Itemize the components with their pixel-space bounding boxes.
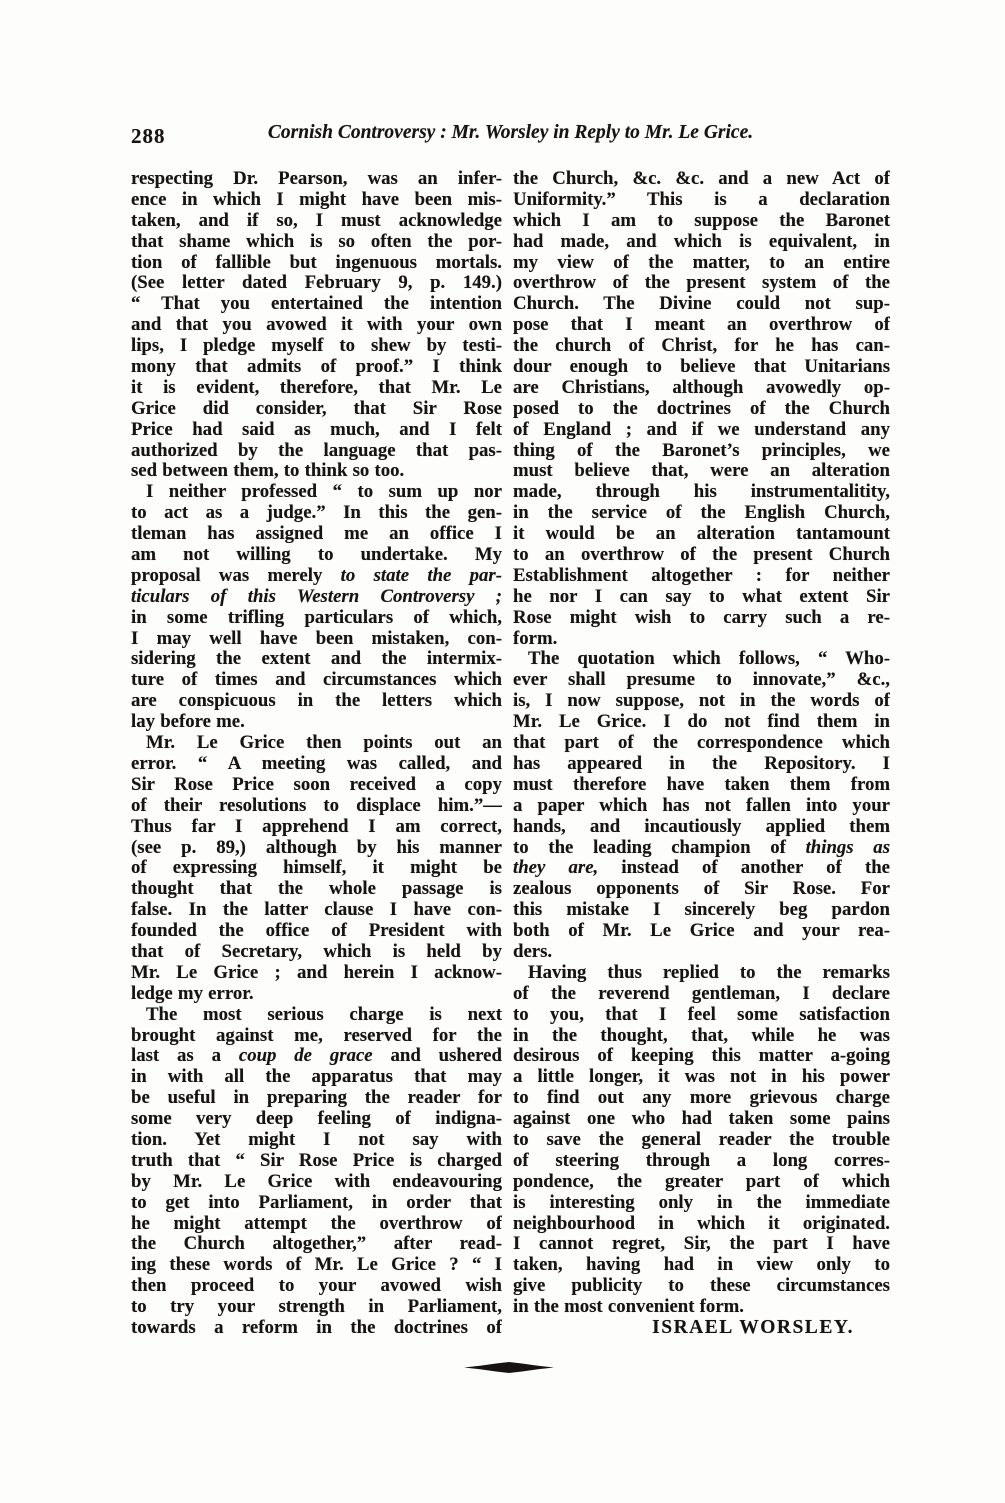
text-line: tion. Yet might I not say with bbox=[131, 1129, 502, 1150]
text-line: Mr. Le Grice then points out an bbox=[146, 733, 502, 754]
text-line: are Christians, although avowedly op- bbox=[513, 377, 890, 398]
text-line: Mr. Le Grice ; and herein I acknow- bbox=[131, 962, 502, 983]
text-line: Sir Rose Price soon received a copy bbox=[131, 774, 502, 795]
text-line: thing of the Baronet’s principles, we bbox=[513, 440, 890, 461]
text-line: this mistake I sincerely beg pardon bbox=[513, 900, 890, 921]
text-line: taken, having had in view only to bbox=[513, 1255, 890, 1276]
text-line: authorized by the language that pas- bbox=[131, 440, 502, 461]
text-line: tleman has assigned me an office I bbox=[131, 524, 502, 545]
text-line: to try your strength in Parliament, bbox=[131, 1297, 502, 1318]
text-line: Rose might wish to carry such a re- bbox=[513, 607, 890, 628]
text-line: Mr. Le Grice. I do not find them in bbox=[513, 712, 890, 733]
text-line: Establishment altogether : for neither bbox=[513, 565, 890, 586]
text-line: of England ; and if we understand any bbox=[513, 419, 890, 440]
page-header bbox=[131, 122, 890, 150]
text-line: in with all the apparatus that may bbox=[131, 1067, 502, 1088]
text-line: Price had said as much, and I felt bbox=[131, 419, 502, 440]
text-line: it would be an alteration tantamount bbox=[513, 524, 890, 545]
text-line: the Church, &c. &c. and a new Act of bbox=[513, 169, 890, 189]
text-line: to find out any more grievous charge bbox=[513, 1088, 890, 1109]
text-line: lips, I pledge myself to shew by testi- bbox=[131, 336, 502, 357]
text-line: they are, instead of another of the bbox=[513, 858, 890, 879]
text-line: in the thought, that, while he was bbox=[513, 1025, 890, 1046]
text-line: ing these words of Mr. Le Grice ? “ I bbox=[131, 1255, 502, 1276]
text-line: truth that “ Sir Rose Price is charged bbox=[131, 1150, 502, 1171]
text-line: pondence, the greater part of which bbox=[513, 1171, 890, 1192]
text-line: (See letter dated February 9, p. 149.) bbox=[131, 273, 502, 294]
text-line: mony that admits of proof.” I think bbox=[131, 357, 502, 378]
text-line: taken, and if so, I must acknowledge bbox=[131, 210, 502, 231]
text-line: last as a coup de grace and ushered bbox=[131, 1046, 502, 1067]
text-line: some very deep feeling of indigna- bbox=[131, 1109, 502, 1130]
text-line: Having thus replied to the remarks bbox=[528, 962, 890, 983]
text-line: towards a reform in the doctrines of bbox=[131, 1317, 502, 1338]
text-line: of the reverend gentleman, I declare bbox=[513, 983, 890, 1004]
text-line: in the most convenient form. bbox=[513, 1297, 744, 1318]
text-line: of steering through a long corres- bbox=[513, 1150, 890, 1171]
text-line: he nor I can say to what extent Sir bbox=[513, 586, 890, 607]
text-line: made, through his instrumentalitity, bbox=[513, 482, 890, 503]
text-line: error. “ A meeting was called, and bbox=[131, 753, 502, 774]
text-line: sed between them, to think so too. bbox=[131, 461, 405, 482]
text-line: to you, that I feel some satisfaction bbox=[513, 1004, 890, 1025]
text-line: I cannot regret, Sir, the part I have bbox=[513, 1234, 890, 1255]
text-line: must believe that, were an alteration bbox=[513, 461, 890, 482]
text-line: are conspicuous in the letters which bbox=[131, 691, 502, 712]
text-line: desirous of keeping this matter a-going bbox=[513, 1046, 890, 1067]
text-line: in the service of the English Church, bbox=[513, 503, 890, 524]
text-line: the church of Christ, for he has can- bbox=[513, 336, 890, 357]
text-line: (see p. 89,) although by his manner bbox=[131, 837, 502, 858]
text-line: of expressing himself, it might be bbox=[131, 858, 502, 879]
text-line: sidering the extent and the intermix- bbox=[131, 649, 502, 670]
text-line: of their resolutions to displace him.”— bbox=[131, 795, 502, 816]
text-line: in some trifling particulars of which, bbox=[131, 607, 502, 628]
text-line: ledge my error. bbox=[131, 983, 254, 1004]
text-line: hands, and incautiously applied them bbox=[513, 816, 890, 837]
text-line: against one who had taken some pains bbox=[513, 1109, 890, 1130]
text-line: neighbourhood in which it originated. bbox=[513, 1213, 890, 1234]
text-line: The most serious charge is next bbox=[146, 1004, 502, 1025]
text-line: then proceed to your avowed wish bbox=[131, 1276, 502, 1297]
text-line: founded the office of President with bbox=[131, 921, 502, 942]
text-line: brought against me, reserved for the bbox=[131, 1025, 502, 1046]
text-line: had made, and which is equivalent, in bbox=[513, 231, 890, 252]
text-line: he might attempt the overthrow of bbox=[131, 1213, 502, 1234]
text-line: that of Secretary, which is held by bbox=[131, 941, 502, 962]
text-line: to act as a judge.” In this the gen- bbox=[131, 503, 502, 524]
text-line: posed to the doctrines of the Church bbox=[513, 398, 890, 419]
text-line: is interesting only in the immediate bbox=[513, 1192, 890, 1213]
text-line: give publicity to these circumstances bbox=[513, 1276, 890, 1297]
text-line: both of Mr. Le Grice and your rea- bbox=[513, 921, 890, 942]
text-line: be useful in preparing the reader for bbox=[131, 1088, 502, 1109]
text-line: respecting Dr. Pearson, was an infer- bbox=[131, 169, 502, 189]
running-title: Cornish Controversy : Mr. Worsley in Reply to Mr. Le Grice. bbox=[267, 122, 754, 143]
swelled-rule-divider-icon bbox=[464, 1361, 554, 1374]
text-line: to an overthrow of the present Church bbox=[513, 545, 890, 566]
page-number: 288 bbox=[131, 124, 166, 148]
text-line: dour enough to believe that Unitarians bbox=[513, 357, 890, 378]
text-line: am not willing to undertake. My bbox=[131, 545, 502, 566]
text-line: lay before me. bbox=[131, 712, 245, 733]
text-line: by Mr. Le Grice with endeavouring bbox=[131, 1171, 502, 1192]
text-line: I may well have been mistaken, con- bbox=[131, 628, 502, 649]
text-line: thought that the whole passage is bbox=[131, 879, 502, 900]
text-line: zealous opponents of Sir Rose. For bbox=[513, 879, 890, 900]
text-line: a little longer, it was not in his power bbox=[513, 1067, 890, 1088]
text-line: form. bbox=[513, 628, 558, 649]
text-line: “ That you entertained the intention bbox=[131, 294, 502, 315]
text-line: to save the general reader the trouble bbox=[513, 1129, 890, 1150]
text-line: ever shall presume to innovate,” &c., bbox=[513, 670, 890, 691]
right-column bbox=[513, 169, 890, 1339]
text-line: to get into Parliament, in order that bbox=[131, 1192, 502, 1213]
text-line: pose that I meant an overthrow of bbox=[513, 315, 890, 336]
text-line: it is evident, therefore, that Mr. Le bbox=[131, 377, 502, 398]
text-line: is, I now suppose, not in the words of bbox=[513, 691, 890, 712]
text-line: Thus far I apprehend I am correct, bbox=[131, 816, 502, 837]
text-line: has appeared in the Repository. I bbox=[513, 753, 890, 774]
text-line: ence in which I might have been mis- bbox=[131, 189, 502, 210]
signature-line: ISRAEL WORSLEY. bbox=[652, 1317, 854, 1338]
text-line: which I am to suppose the Baronet bbox=[513, 210, 890, 231]
text-line: to the leading champion of things as bbox=[513, 837, 890, 858]
text-line: false. In the latter clause I have con- bbox=[131, 900, 502, 921]
text-line: Grice did consider, that Sir Rose bbox=[131, 398, 502, 419]
text-line: that shame which is so often the por- bbox=[131, 231, 502, 252]
text-line: ticulars of this Western Controversy ; bbox=[131, 586, 502, 607]
text-line: the Church altogether,” after read- bbox=[131, 1234, 502, 1255]
text-line: I neither professed “ to sum up nor bbox=[146, 482, 502, 503]
left-column bbox=[131, 169, 502, 1339]
text-line: Uniformity.” This is a declaration bbox=[513, 189, 890, 210]
text-line: ture of times and circumstances which bbox=[131, 670, 502, 691]
text-line: The quotation which follows, “ Who- bbox=[528, 649, 890, 670]
text-line: tion of fallible but ingenuous mortals. bbox=[131, 252, 502, 273]
text-line: must therefore have taken them from bbox=[513, 774, 890, 795]
text-line: that part of the correspondence which bbox=[513, 733, 890, 754]
text-line: my view of the matter, to an entire bbox=[513, 252, 890, 273]
text-line: proposal was merely to state the par- bbox=[131, 565, 502, 586]
text-line: a paper which has not fallen into your bbox=[513, 795, 890, 816]
text-line: and that you avowed it with your own bbox=[131, 315, 502, 336]
text-line: Church. The Divine could not sup- bbox=[513, 294, 890, 315]
text-line: overthrow of the present system of the bbox=[513, 273, 890, 294]
text-line: ders. bbox=[513, 941, 553, 962]
